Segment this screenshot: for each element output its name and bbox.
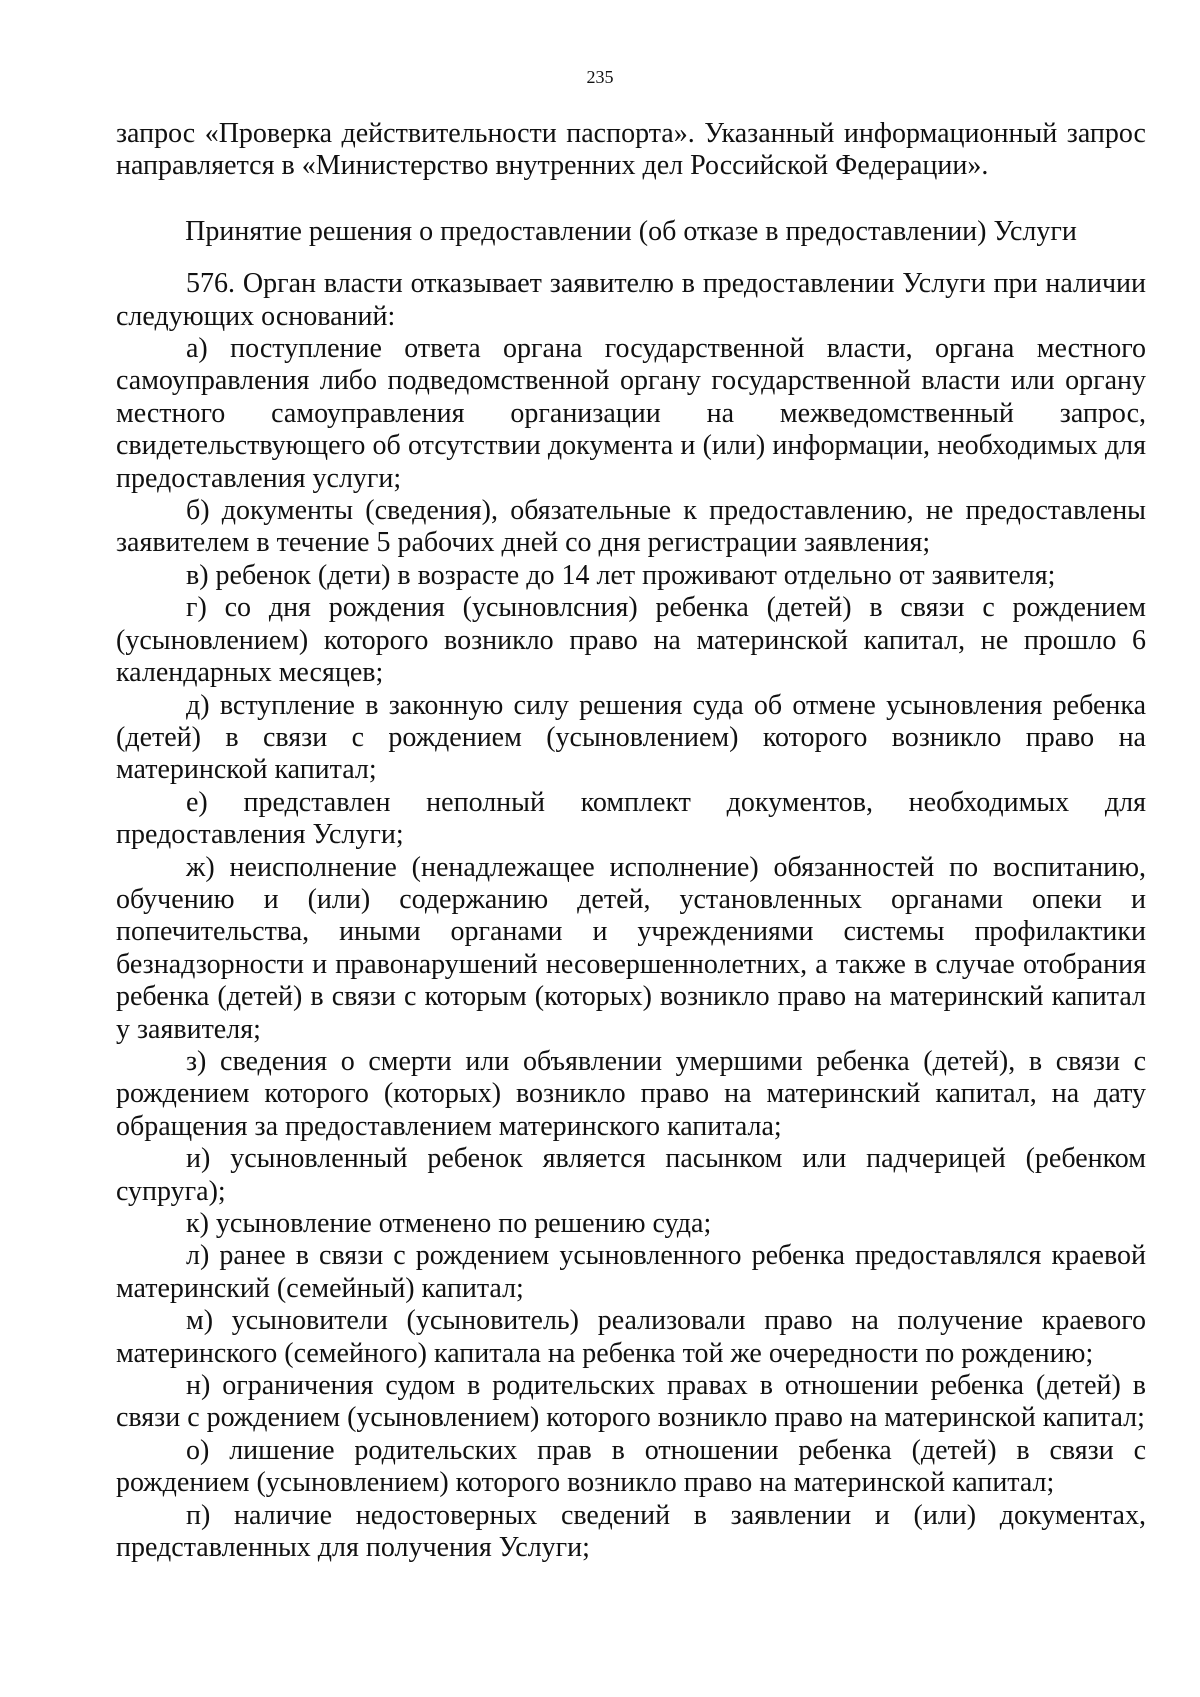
list-item: п) наличие недостоверных сведений в заявлении и (или) документах, представленных для получения Услуги;: [116, 1499, 1146, 1564]
list-item: е) представлен неполный комплект документов, необходимых для предоставления Услуги;: [116, 786, 1146, 851]
intro-paragraph: запрос «Проверка действительности паспорта». Указанный информационный запрос направляется в «Министерство внутренних дел Российской Федерации».: [116, 118, 1146, 182]
page-number: 235: [586, 67, 614, 87]
list-item: г) со дня рождения (усыновлсния) ребенка (детей) в связи с рождением (усыновлением) которого возникло право на материнской капитал, не прошло 6 календарных месяцев;: [116, 592, 1146, 689]
list-item: ж) неисполнение (ненадлежащее исполнение) обязанностей по воспитанию, обучению и (или) содержанию детей, установленных органами опеки и попечительства, иными органами и учреждениями системы профилактики безнадзорности и правонарушений несовершеннолетних, а также в случае отобрания ребенка (детей) в связи с которым (которых) возникло право на материнский капитал у заявителя;: [116, 851, 1146, 1045]
list-item: о) лишение родительских прав в отношении ребенка (детей) в связи с рождением (усыновлением) которого возникло право на материнской капитал;: [116, 1434, 1146, 1499]
list-item: д) вступление в законную силу решения суда об отмене усыновления ребенка (детей) в связи с рождением (усыновлением) которого возникло право на материнской капитал;: [116, 689, 1146, 786]
list-item: з) сведения о смерти или объявлении умершими ребенка (детей), в связи с рождением которого (которых) возникло право на материнский капитал, на дату обращения за предоставлением материнского капитала;: [116, 1045, 1146, 1142]
clause-576: 576. Орган власти отказывает заявителю в предоставлении Услуги при наличии следующих оснований:: [116, 268, 1146, 332]
document-body: [116, 118, 1146, 1564]
list-item: и) усыновленный ребенок является пасынком или падчерицей (ребенком супруга);: [116, 1143, 1146, 1207]
list-item: м) усыновители (усыновитель) реализовали право на получение краевого материнского (семейного) капитала на ребенка той же очередности по рождению;: [116, 1305, 1146, 1369]
list-item: а) поступление ответа органа государственной власти, органа местного самоуправления либо подведомственной органу государственной власти или органу местного самоуправления организации на межведомственный запрос, свидетельствующего об отсутствии документа и (или) информации, необходимых для предоставления услуги;: [116, 333, 1146, 494]
list-item: в) ребенок (дети) в возрасте до 14 лет проживают отдельно от заявителя;: [186, 559, 1056, 591]
list-item: к) усыновление отменено по решению суда;: [186, 1208, 712, 1239]
section-heading: Принятие решения о предоставлении (об отказе в предоставлении) Услуги: [185, 215, 1077, 247]
list-item: н) ограничения судом в родительских правах в отношении ребенка (детей) в связи с рождением (усыновлением) которого возникло право на материнской капитал;: [116, 1370, 1146, 1434]
list-item: л) ранее в связи с рождением усыновленного ребенка предоставлялся краевой материнский (семейный) капитал;: [116, 1240, 1146, 1304]
list-item: б) документы (сведения), обязательные к предоставлению, не предоставлены заявителем в течение 5 рабочих дней со дня регистрации заявления;: [116, 495, 1146, 559]
